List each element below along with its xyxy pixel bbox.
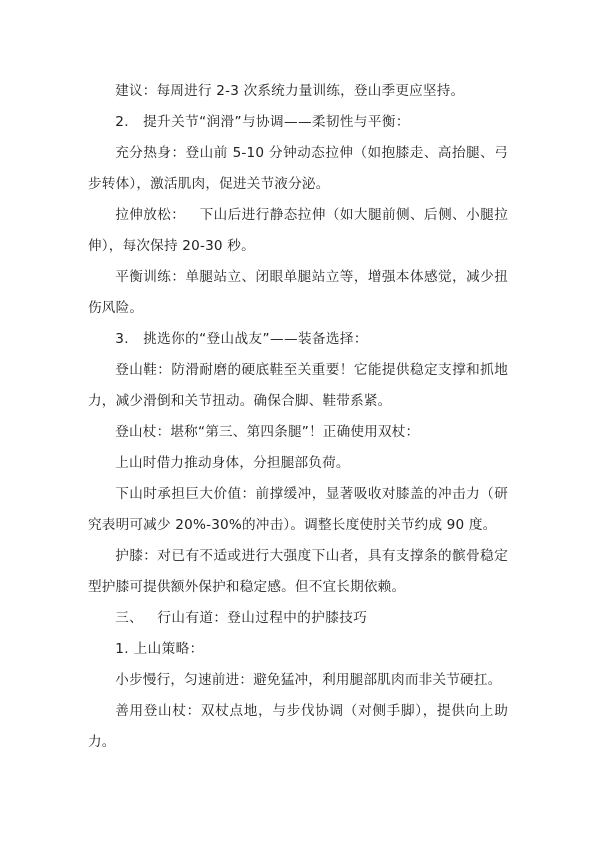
chapter-heading-techniques: 三、 行山有道：登山过程中的护膝技巧 (115, 610, 368, 626)
document-body (88, 76, 508, 758)
trekking-poles-paragraph: 登山杖：堪称“第三、第四条腿”！正确使用双杖： (115, 424, 420, 440)
use-poles-paragraph: 善用登山杖：双杖点地，与步伐协调（对侧手脚），提供向上助力。 (88, 703, 508, 750)
advice-paragraph: 建议：每周进行 2-3 次系统力量训练，登山季更应坚持。 (115, 83, 465, 99)
hiking-shoes-paragraph: 登山鞋：防滑耐磨的硬底鞋至关重要！它能提供稳定支撑和抓地力，减少滑倒和关节扭动。确保合脚、鞋带系紧。 (88, 362, 508, 409)
downhill-poles-paragraph: 下山时承担巨大价值：前撑缓冲，显著吸收对膝盖的冲击力（研究表明可减少 20%-30%的冲击）。调整长度使肘关节约成 90 度。 (88, 486, 508, 533)
uphill-poles-paragraph: 上山时借力推动身体，分担腿部负荷。 (115, 455, 350, 471)
stretching-paragraph: 拉伸放松： 下山后进行静态拉伸（如大腿前侧、后侧、小腿拉伸），每次保持 20-30 秒。 (88, 207, 508, 254)
section-heading-uphill: 1. 上山策略： (115, 641, 204, 657)
knee-brace-paragraph: 护膝：对已有不适或进行大强度下山者，具有支撑条的髌骨稳定型护膝可提供额外保护和稳定感。但不宜长期依赖。 (88, 548, 508, 595)
balance-paragraph: 平衡训练：单腿站立、闭眼单腿站立等，增强本体感觉，减少扭伤风险。 (88, 269, 508, 316)
section-heading-flexibility: 2. 提升关节“润滑”与协调——柔韧性与平衡： (115, 114, 410, 130)
small-steps-paragraph: 小步慢行，匀速前进：避免猛冲，利用腿部肌肉而非关节硬扛。 (115, 672, 502, 688)
section-heading-equipment: 3. 挑选你的“登山战友”——装备选择： (115, 331, 368, 347)
warmup-paragraph: 充分热身：登山前 5-10 分钟动态拉伸（如抱膝走、高抬腿、弓步转体），激活肌肉，促进关节液分泌。 (88, 145, 508, 192)
